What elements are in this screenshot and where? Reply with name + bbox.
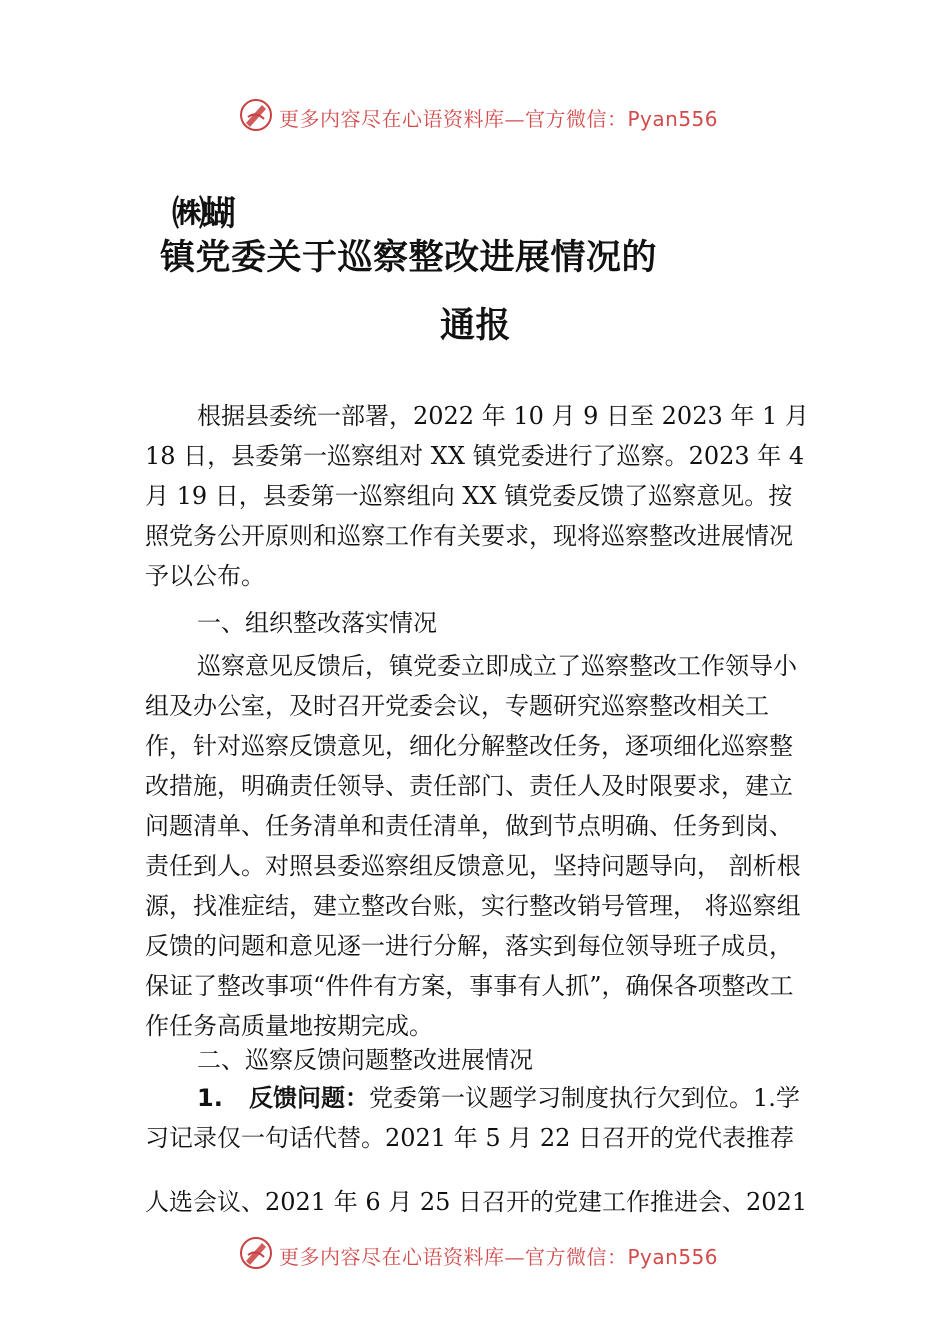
document-title-line2: 通报 xyxy=(440,305,512,346)
watermark-footer xyxy=(0,1233,950,1273)
section-heading-1: 一、组织整改落实情况 xyxy=(197,609,437,637)
document-title: 镇党委关于巡察整改进展情况的 xyxy=(160,237,658,278)
watermark-header xyxy=(0,95,950,135)
item-lead: 反馈问题： xyxy=(249,1084,369,1112)
paragraph-continuation: 人选会议、2021 年 6 月 25 日召开的党建工作推进会、2021 xyxy=(145,1188,808,1216)
garbled-pre-title: ㈱蝴 xyxy=(172,194,232,234)
pen-logo-icon xyxy=(238,97,274,133)
watermark-text: 更多内容尽在心语资料库—官方微信：Pyan556 xyxy=(279,107,719,131)
paragraph-organization: 巡察意见反馈后，镇党委立即成立了巡察整改工作领导小组及办公室，及时召开党委会议，专题研究巡察整改相关工作，针对巡察反馈意见，细化分解整改任务，逐项细化巡察整改措施，明确责任领导、责任部门、责任人及时限要求，建立问题清单、任务清单和责任清单，做到节点明确、任务到岗、责任到人。对照县委巡察组反馈意见，坚持问题导向， 剖析根源，找准症结，建立整改台账，实行整改销号管理， 将巡察组反馈的问题和意见逐一进行分解，落实到每位领导班子成员，保证了整改事项“件件有方案，事事有人抓”，确保各项整改工作任务高质量地按期完成。 xyxy=(145,652,801,1040)
item-text: 党委第一议题学习制度执行欠到位。1.学习记录仅一句话代替。2021 年 5 月 22 日召开的党代表推荐 xyxy=(145,1084,800,1152)
watermark-text: 更多内容尽在心语资料库—官方微信：Pyan556 xyxy=(279,1245,719,1269)
paragraph-feedback-item xyxy=(145,1078,815,1158)
item-number: 1. xyxy=(197,1084,223,1112)
section-heading-2: 二、巡察反馈问题整改进展情况 xyxy=(197,1046,533,1074)
pen-logo-icon xyxy=(238,1235,274,1271)
paragraph-intro: 根据县委统一部署，2022 年 10 月 9 日至 2023 年 1 月 18 日，县委第一巡察组对 XX 镇党委进行了巡察。2023 年 4 月 19 日，县委第一巡察组向 XX 镇党委反馈了巡察意见。按照党务公开原则和巡察工作有关要求，现将巡察整改进展情况予以公布。 xyxy=(145,402,809,590)
